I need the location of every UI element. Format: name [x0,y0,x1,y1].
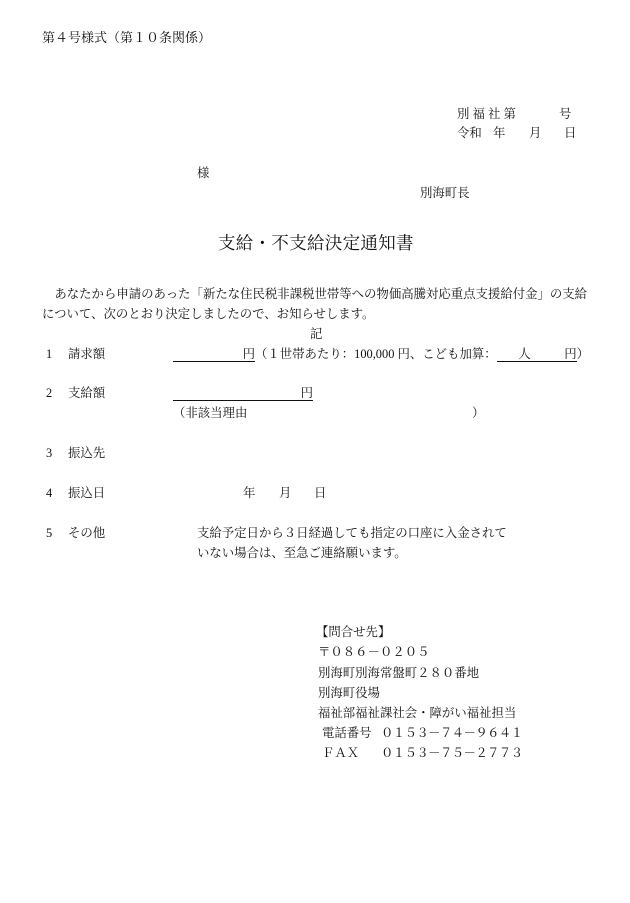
date-era: 令和 [457,126,482,140]
contact-phone-label: 電話番号 [322,726,372,740]
child-amount-blank [531,348,577,362]
body-line-2: について、次のとおり決定しましたので、お知らせします。 [42,307,375,321]
child-amount-unit: 円 [564,347,577,361]
transfer-date-day-unit: 日 [314,486,327,500]
item-1-label: 請求額 [68,347,106,361]
item-2-amount-row [173,386,313,401]
contact-heading: 【問合せ先】 [316,625,391,639]
item-2-number: 2 [46,386,53,400]
note-close: ） [576,347,590,361]
sender: 別海町長 [420,186,470,200]
addressee-honorific: 様 [197,166,210,180]
requested-amount-unit: 円 [242,347,255,361]
item-5-label: その他 [68,526,106,540]
item-1-amount-row [173,347,589,362]
contact-postal-code: 〒０８６－０２０５ [318,645,430,659]
requested-amount-blank [173,348,255,362]
document-title: 支給・不支給決定通知書 [218,233,414,253]
contact-address: 別海町別海常盤町２８０番地 [318,666,480,680]
item-3-number: 3 [46,446,53,460]
reference-number-suffix: 号 [559,107,572,121]
contact-fax-number: ０１５３－７５－２７７３ [381,746,523,760]
contact-phone-number: ０１５３－７４－９６４１ [381,726,523,740]
child-count-blank [497,348,531,362]
transfer-date-year-unit: 年 [243,486,256,500]
payment-amount-blank [173,387,313,401]
transfer-date-month-unit: 月 [279,486,292,500]
contact-fax-label: ＦＡＸ [322,746,360,760]
form-number: 第４号様式（第１０条関係） [42,30,212,45]
item-5-text-line-2: いない場合は、至急ご連絡願います。 [197,546,407,560]
contact-department: 福祉部福祉課社会・障がい福祉担当 [318,706,517,720]
date-month-unit: 月 [529,126,542,140]
date-year-unit: 年 [493,126,506,140]
item-3-label: 振込先 [68,446,106,460]
per-household-note: （１世帯あたり：100,000 円、こども加算： [255,347,497,361]
contact-office: 別海町役場 [318,686,380,700]
item-5-number: 5 [46,526,53,540]
ki-marker: 記 [310,327,323,341]
payment-amount-unit: 円 [300,386,313,400]
item-1-number: 1 [46,347,53,361]
non-eligibility-reason-close: ） [472,406,485,420]
item-5-text-line-1: 支給予定日から３日経過しても指定の口座に入金されて [197,526,507,540]
reference-number-prefix: 別 福 社 第 [457,107,516,121]
non-eligibility-reason-open: （非該当理由 [173,406,248,420]
item-4-number: 4 [46,486,53,500]
child-count-unit: 人 [518,347,531,361]
item-2-label: 支給額 [68,386,106,400]
body-line-1: あなたから申請のあった「新たな住民税非課税世帯等への物価高騰対応重点支援給付金」の支給 [42,287,588,301]
date-day-unit: 日 [564,126,577,140]
item-4-label: 振込日 [68,486,106,500]
